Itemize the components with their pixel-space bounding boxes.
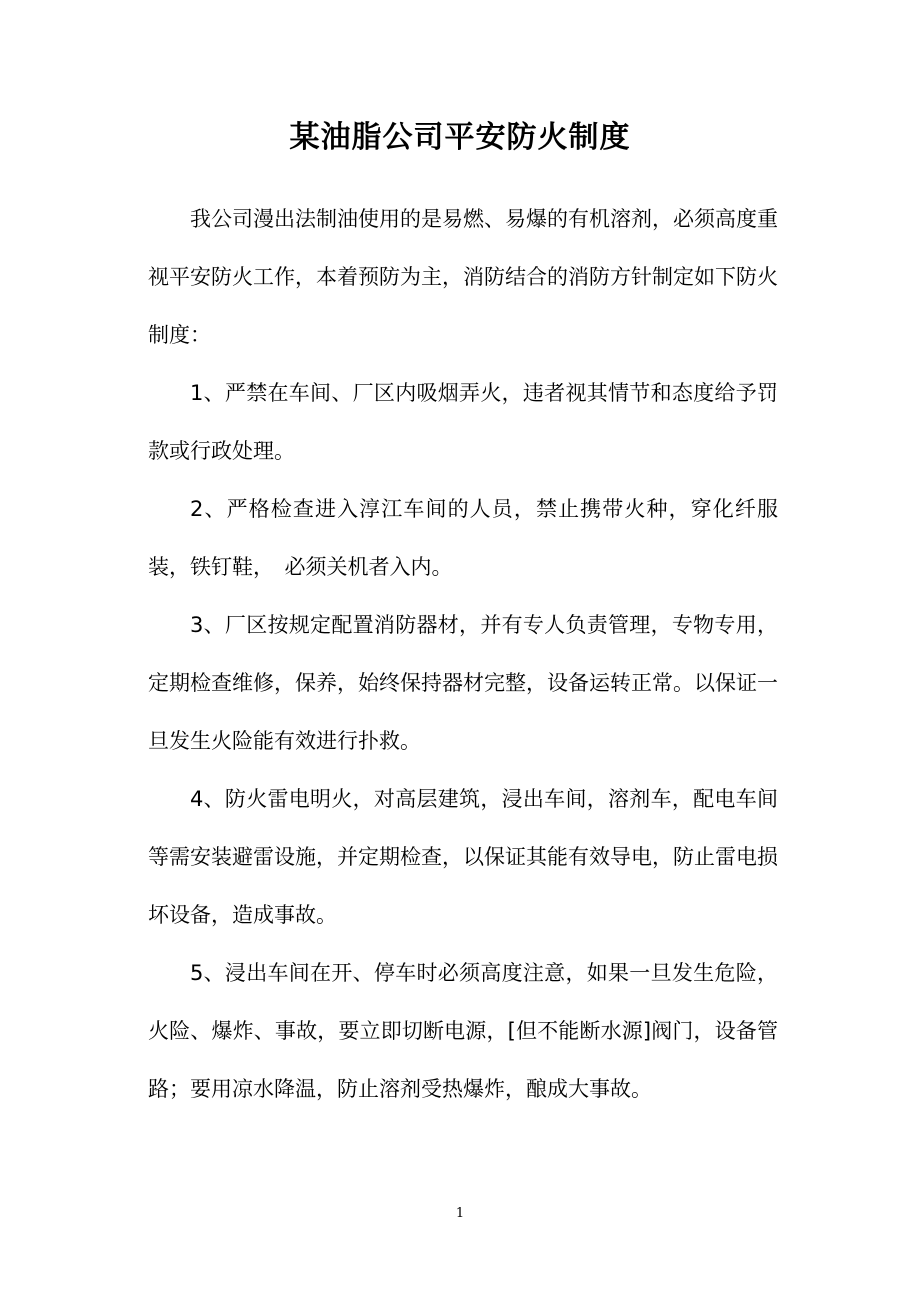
rule-5-paragraph: 5、浸出车间在开、停车时必须高度注意，如果一旦发生危险，火险、爆炸、事故，要立即切断电源，[但不能断水源]阀门，设备管路；要用凉水降温，防止溶剂受热爆炸，酿成大事故。 — [148, 961, 778, 1101]
document-body — [148, 190, 778, 1118]
rule-4-paragraph: 4、防火雷电明火，对高层建筑，浸出车间，溶剂车，配电车间等需安装避雷设施，并定期检查，以保证其能有效导电，防止雷电损坏设备，造成事故。 — [148, 787, 778, 927]
rule-2-paragraph: 2、严格检查进入淳江车间的人员，禁止携带火种，穿化纤服装，铁钉鞋， 必须关机者入内。 — [148, 497, 778, 579]
document-title: 某油脂公司平安防火制度 — [289, 120, 631, 155]
page-number: 1 — [455, 1206, 465, 1221]
intro-paragraph: 我公司漫出法制油使用的是易燃、易爆的有机溶剂，必须高度重视平安防火工作，本着预防为主，消防结合的消防方针制定如下防火制度： — [148, 207, 778, 347]
rule-1-paragraph: 1、严禁在车间、厂区内吸烟弄火，违者视其情节和态度给予罚款或行政处理。 — [148, 381, 778, 463]
rule-3-paragraph: 3、厂区按规定配置消防器材，并有专人负责管理，专物专用，定期检查维修，保养，始终保持器材完整，设备运转正常。以保证一旦发生火险能有效进行扑救。 — [148, 613, 778, 753]
